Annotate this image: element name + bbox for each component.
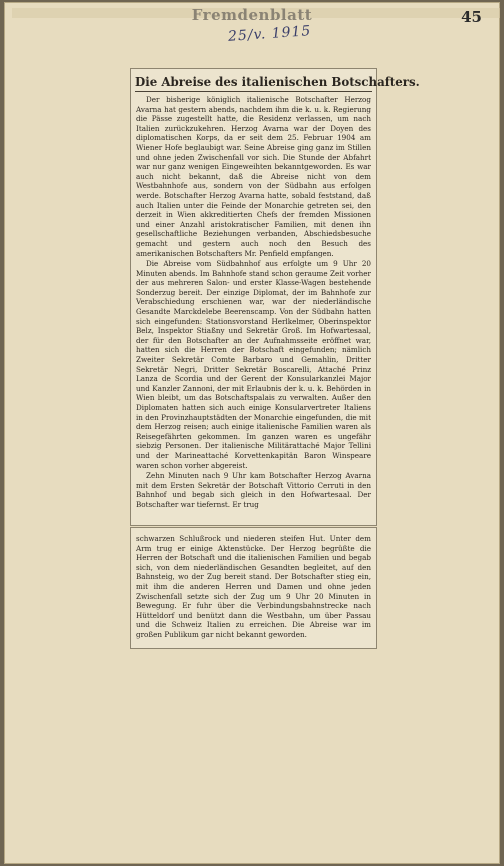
article-paragraph-3: Zehn Minuten nach 9 Uhr kam Botschafter Herzog Avarna mit dem Ersten Sekretär der Botschaft Vittorio Cerruti in den Bahnhof und begab sich gleich in den Hofwartesaal. Der Botschafter war tiefernst. Er trug xyxy=(136,471,371,509)
article-paragraph-2: Die Abreise vom Südbahnhof aus erfolgte um 9 Uhr 20 Minuten abends. Im Bahnhofe stand schon geraume Zeit vorher der aus mehreren Salon- und erster Klasse-Wagen bestehende Sonderzug bereit. Der einzige Diplomat, der im Bahnhofe zur Verabschiedung erschienen war, war der niederländische Gesandte Marckdelebe Beerenscamp. Von der Südbahn hatten sich eingefunden: Stationsvorstand Herlkelmer, Oberinspektor Belz, Inspektor Stiaßny und Sekretär Groß. Im Hofwartesaal, der für den Botschafter an der Aufnahmsseite eröffnet war, hatten sich die Herren der Botschaft eingefunden; nämlich Zweiter Sekretär Comte Barbaro und Gemahlin, Dritter Sekretär Negri, Dritter Sekretär Boscarelli, Attaché Prinz Lanza de Scordia und der Gerent der Konsularkanzlei Major und Kanzler Zannoni, der mit Erlaubnis der k. u. k. Behörden in Wien bleibt, um das Botschaftspalais zu verwalten. Außer den Diplomaten hatten sich auch einige Konsularvertreter Italiens in den Provinzhauptstädten der Monarchie eingefunden, die mit dem Herzog reisen; auch einige italienische Familien waren als Reisegefährten gekommen. Im ganzen waren es ungefähr siebzig Personen. Der italienische Militärattaché Major Tellini und der Marineattaché Korvettenkapitän Baron Winspeare waren schon vorher abgereist. xyxy=(136,259,371,470)
archive-page xyxy=(4,2,500,864)
article-headline: Die Abreise des italienischen Botschafters. xyxy=(135,75,372,92)
clipping-main xyxy=(130,68,420,526)
article-paragraph-1: Der bisherige königlich italienische Botschafter Herzog Avarna hat gestern abends, nachdem ihm die k. u. k. Regierung die Pässe zugestellt hatte, die Residenz verlassen, um nach Italien zurückzukehren. Herzog Avarna war der Doyen des diplomatischen Korps, da er seit dem 25. Februar 1904 am Wiener Hofe beglaubigt war. Seine Abreise ging ganz im Stillen und ohne jeden Zwischenfall vor sich. Die Stunde der Abfahrt war nur ganz wenigen Eingeweihten bekanntgeworden. Es war auch nicht bekannt, daß die Abreise nicht von dem Westbahnhofe aus, sondern von der Südbahn aus erfolgen werde. Botschafter Herzog Avarna hatte, sobald feststand, daß auch Italien unter die Feinde der Monarchie getreten sei, den derzeit in Wien akkreditierten Chefs der fremden Missionen und einer Anzahl aristokratischer Familien, mit denen ihn gesellschaftliche Beziehungen verbanden, Abschiedsbesuche gemacht und gestern auch noch den Besuch des amerikanischen Botschafters Mr. Penfield empfangen. xyxy=(136,95,371,258)
newspaper-masthead: Fremdenblatt xyxy=(191,6,313,24)
article-paragraph-4: schwarzen Schlußrock und niederen steifen Hut. Unter dem Arm trug er einige Aktenstücke. Der Herzog begrüßte die Herren der Botschaft und die italienischen Familien und begab sich, von dem niederländischen Gesandten begleitet, auf den Bahnsteig, wo der Zug bereit stand. Der Botschafter stieg ein, mit ihm die anderen Herren und Damen und ohne jeden Zwischenfall setzte sich der Zug um 9 Uhr 20 Minuten in Bewegung. Er fuhr über die Verbindungsbahnstrecke nach Hütteldorf und benützt dann die Westbahn, um über Passau und die Schweiz Italien zu erreichen. Die Abreise war im großen Publikum gar nicht bekannt geworden. xyxy=(136,534,371,639)
clipping-continuation xyxy=(130,527,377,649)
page-number: 45 xyxy=(461,8,482,26)
handwritten-date: 25/v. 1915 xyxy=(227,23,312,45)
